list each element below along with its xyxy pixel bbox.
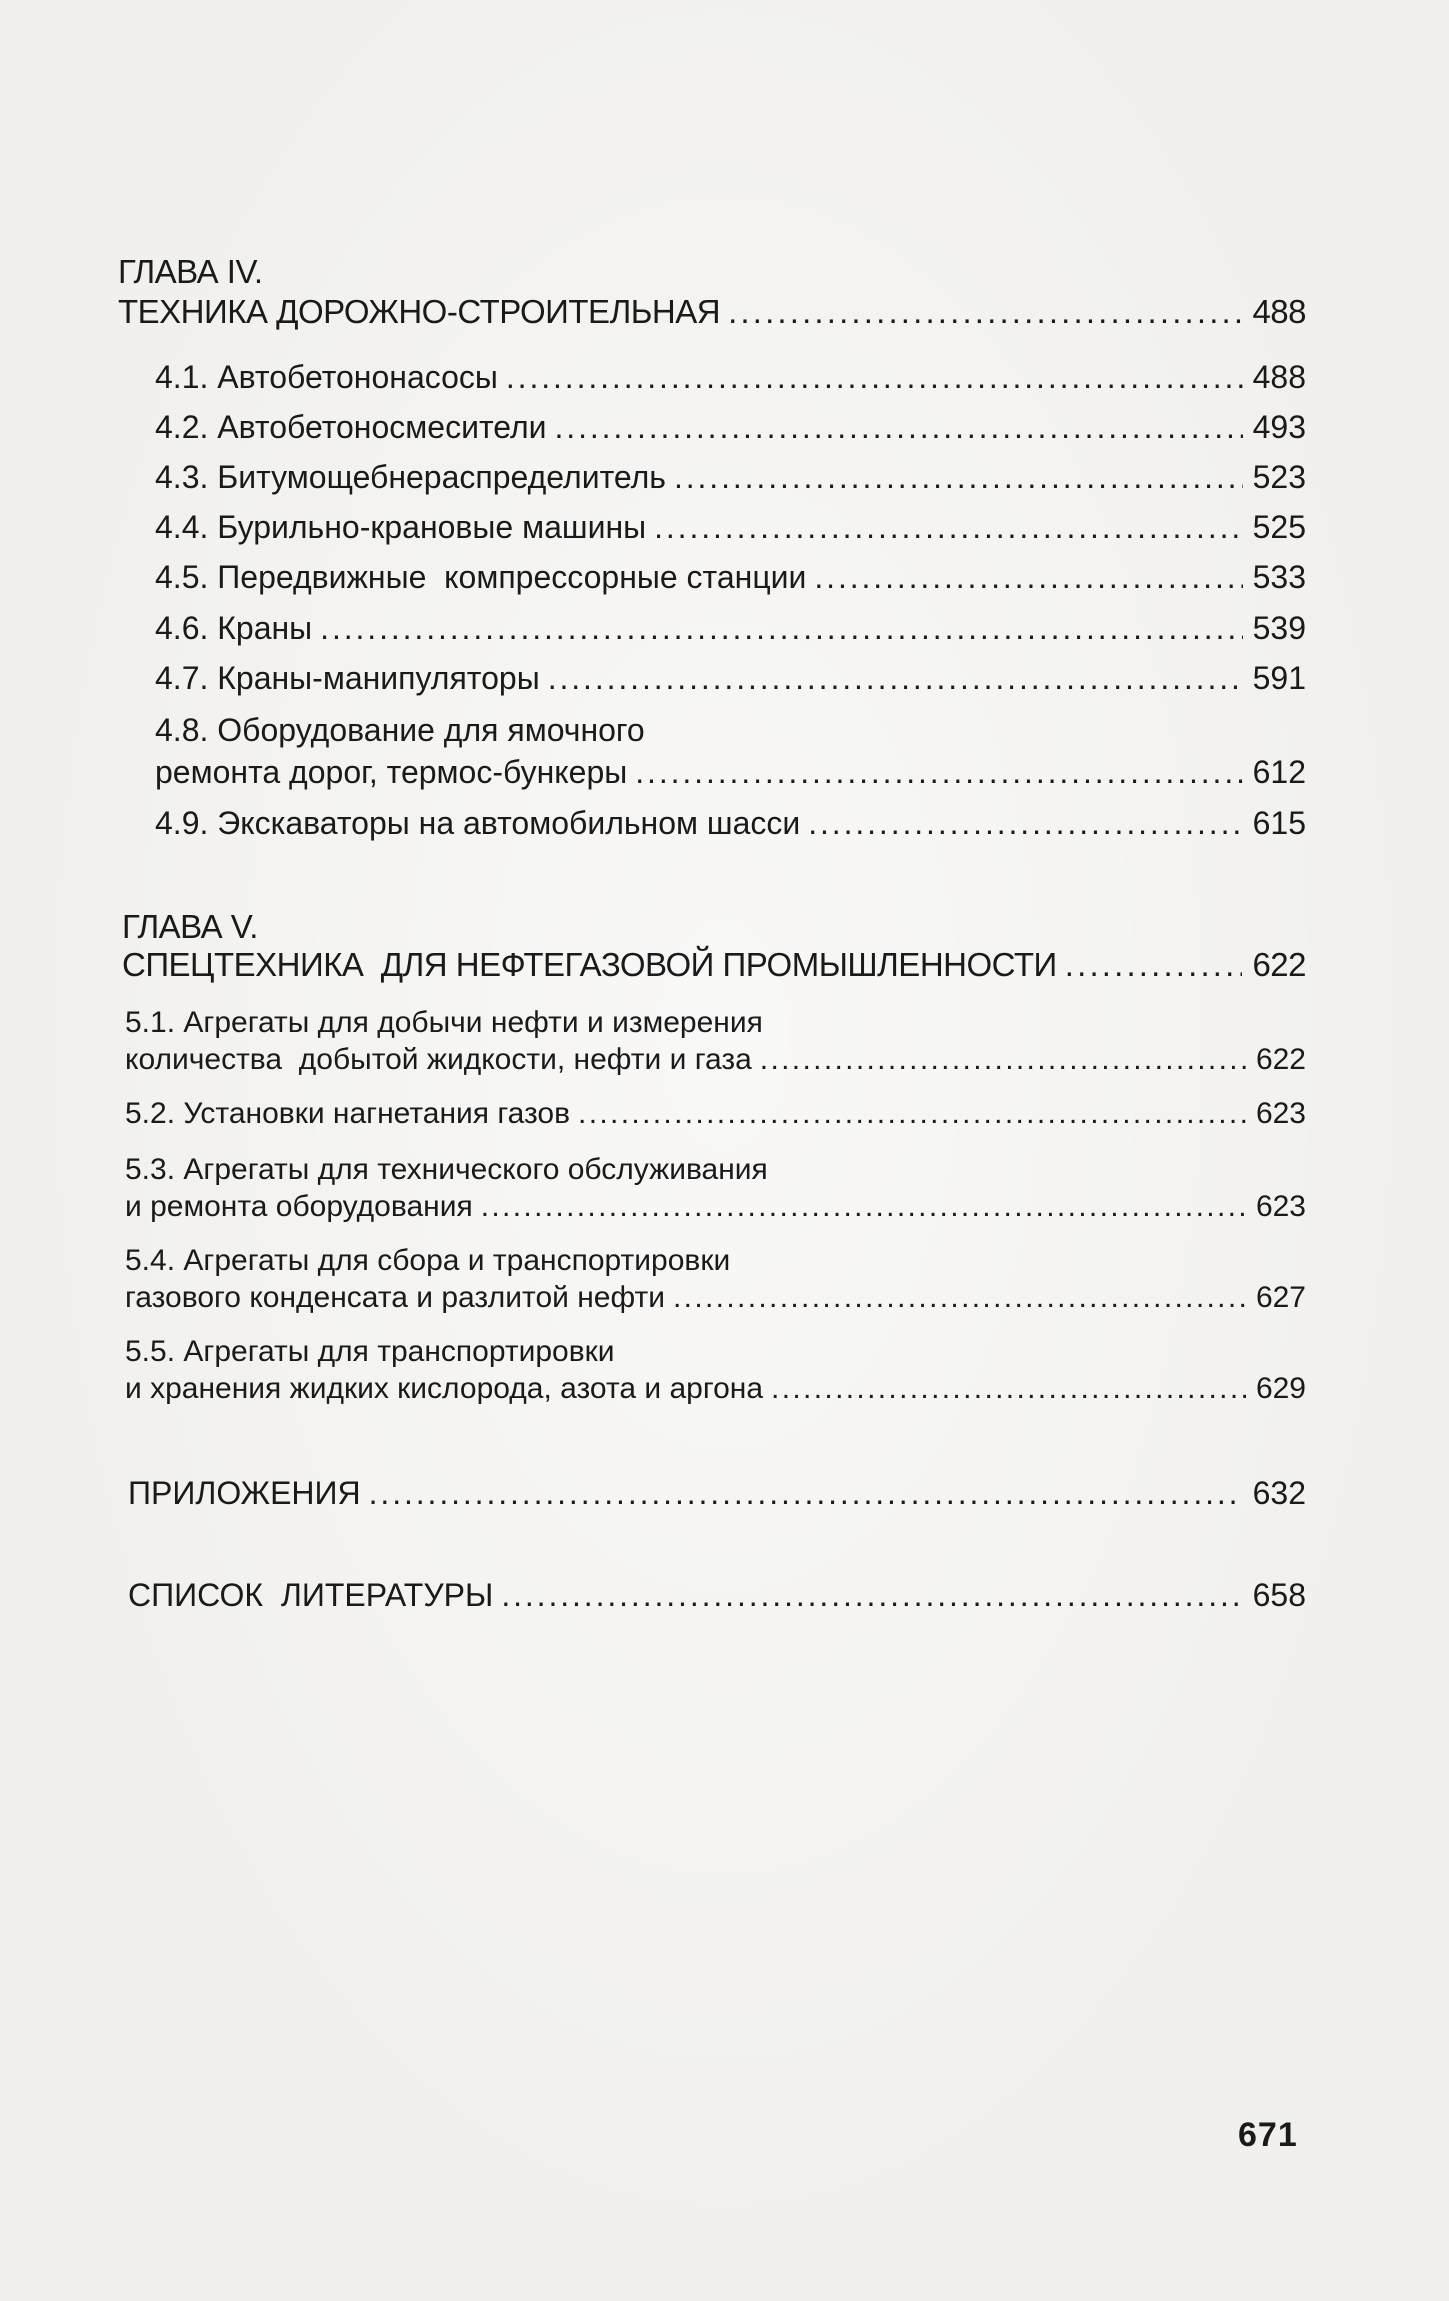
entry-title: 4.6. Краны (155, 610, 313, 646)
toc-entry[interactable] (155, 608, 1306, 648)
leader-dots (728, 292, 1242, 332)
toc-entry[interactable] (155, 407, 1306, 447)
entry-title-line1: 5.1. Агрегаты для добычи нефти и измерения (125, 1006, 763, 1039)
entry-title-line1: 5.5. Агрегаты для транспортировки (125, 1335, 615, 1368)
entry-title-line1: 5.4. Агрегаты для сбора и транспортировки (125, 1244, 731, 1277)
entry-page: 623 (1255, 1097, 1306, 1130)
toc-entry[interactable] (155, 457, 1306, 497)
chapter-4-label: ГЛАВА IV. (118, 253, 263, 290)
entry-title-line2: газового конденсата и разлитой нефти (125, 1281, 665, 1314)
entry-page: 623 (1255, 1190, 1306, 1223)
references-page: 658 (1252, 1577, 1306, 1613)
leader-dots (674, 457, 1243, 497)
entry-page: 627 (1255, 1281, 1306, 1314)
chapter-4-title: ТЕХНИКА ДОРОЖНО-СТРОИТЕЛЬНАЯ (118, 293, 721, 330)
leader-dots (635, 752, 1242, 792)
appendix-entry[interactable] (128, 1473, 1306, 1513)
chapter-4-heading[interactable] (118, 292, 1306, 332)
leader-dots (320, 608, 1242, 648)
entry-page: 629 (1255, 1372, 1306, 1405)
appendix-page: 632 (1252, 1475, 1306, 1511)
leader-dots (555, 407, 1243, 447)
entry-title: 4.9. Экскаваторы на автомобильном шасси (155, 805, 801, 841)
entry-page: 539 (1252, 610, 1306, 646)
leader-dots (481, 1187, 1246, 1227)
leader-dots (506, 357, 1243, 397)
entry-page: 533 (1252, 559, 1306, 595)
leader-dots (501, 1575, 1242, 1615)
toc-entry[interactable] (155, 803, 1306, 843)
entry-title: 4.5. Передвижные компрессорные станции (155, 559, 807, 595)
chapter-5-heading[interactable] (122, 945, 1306, 985)
references-title: СПИСОК ЛИТЕРАТУРЫ (128, 1577, 494, 1613)
leader-dots (654, 507, 1243, 547)
leader-dots (771, 1369, 1246, 1409)
chapter-5-label: ГЛАВА V. (122, 908, 258, 945)
toc-entry[interactable] (125, 1040, 1306, 1080)
entry-page: 493 (1252, 409, 1306, 445)
toc-entry[interactable] (155, 357, 1306, 397)
entry-title: 5.2. Установки нагнетания газов (125, 1097, 571, 1130)
entry-title-line1: 5.3. Агрегаты для технического обслуживания (125, 1153, 768, 1186)
entry-title-line2: количества добытой жидкости, нефти и газа (125, 1043, 752, 1076)
entry-title: 4.1. Автобетононасосы (155, 359, 498, 395)
entry-title-line2: и ремонта оборудования (125, 1190, 473, 1223)
entry-title-line2: и хранения жидких кислорода, азота и аргона (125, 1372, 764, 1405)
chapter-4-page: 488 (1252, 293, 1306, 330)
entry-page: 591 (1252, 660, 1306, 696)
entry-title: 4.3. Битумощебнераспределитель (155, 459, 666, 495)
toc-entry[interactable] (125, 1369, 1306, 1409)
toc-entry[interactable] (155, 507, 1306, 547)
leader-dots (808, 803, 1242, 843)
entry-title-line2: ремонта дорог, термос-бункеры (155, 754, 628, 790)
leader-dots (1065, 945, 1243, 985)
entry-page: 622 (1255, 1043, 1306, 1076)
toc-entry[interactable] (125, 1094, 1306, 1134)
entry-title-line1: 4.8. Оборудование для ямочного (155, 712, 645, 748)
entry-page: 488 (1252, 359, 1306, 395)
leader-dots (760, 1040, 1246, 1080)
page-number: 671 (1238, 2116, 1298, 2154)
entry-page: 612 (1252, 754, 1306, 790)
leader-dots (548, 658, 1243, 698)
leader-dots (814, 557, 1242, 597)
toc-entry[interactable] (125, 1187, 1306, 1227)
leader-dots (369, 1473, 1243, 1513)
toc-entry[interactable] (155, 557, 1306, 597)
chapter-5-page: 622 (1252, 946, 1306, 983)
entry-title: 4.7. Краны-манипуляторы (155, 660, 540, 696)
leader-dots (673, 1278, 1246, 1318)
toc-entry[interactable] (155, 752, 1306, 792)
toc-entry[interactable] (125, 1278, 1306, 1318)
leader-dots (578, 1094, 1246, 1134)
entry-page: 525 (1252, 509, 1306, 545)
entry-title: 4.4. Бурильно-крановые машины (155, 509, 647, 545)
chapter-5-title: СПЕЦТЕХНИКА ДЛЯ НЕФТЕГАЗОВОЙ ПРОМЫШЛЕННОСТИ (122, 946, 1057, 983)
entry-page: 523 (1252, 459, 1306, 495)
entry-title: 4.2. Автобетоносмесители (155, 409, 547, 445)
entry-page: 615 (1252, 805, 1306, 841)
appendix-title: ПРИЛОЖЕНИЯ (128, 1475, 361, 1511)
references-entry[interactable] (128, 1575, 1306, 1615)
toc-entry[interactable] (155, 658, 1306, 698)
